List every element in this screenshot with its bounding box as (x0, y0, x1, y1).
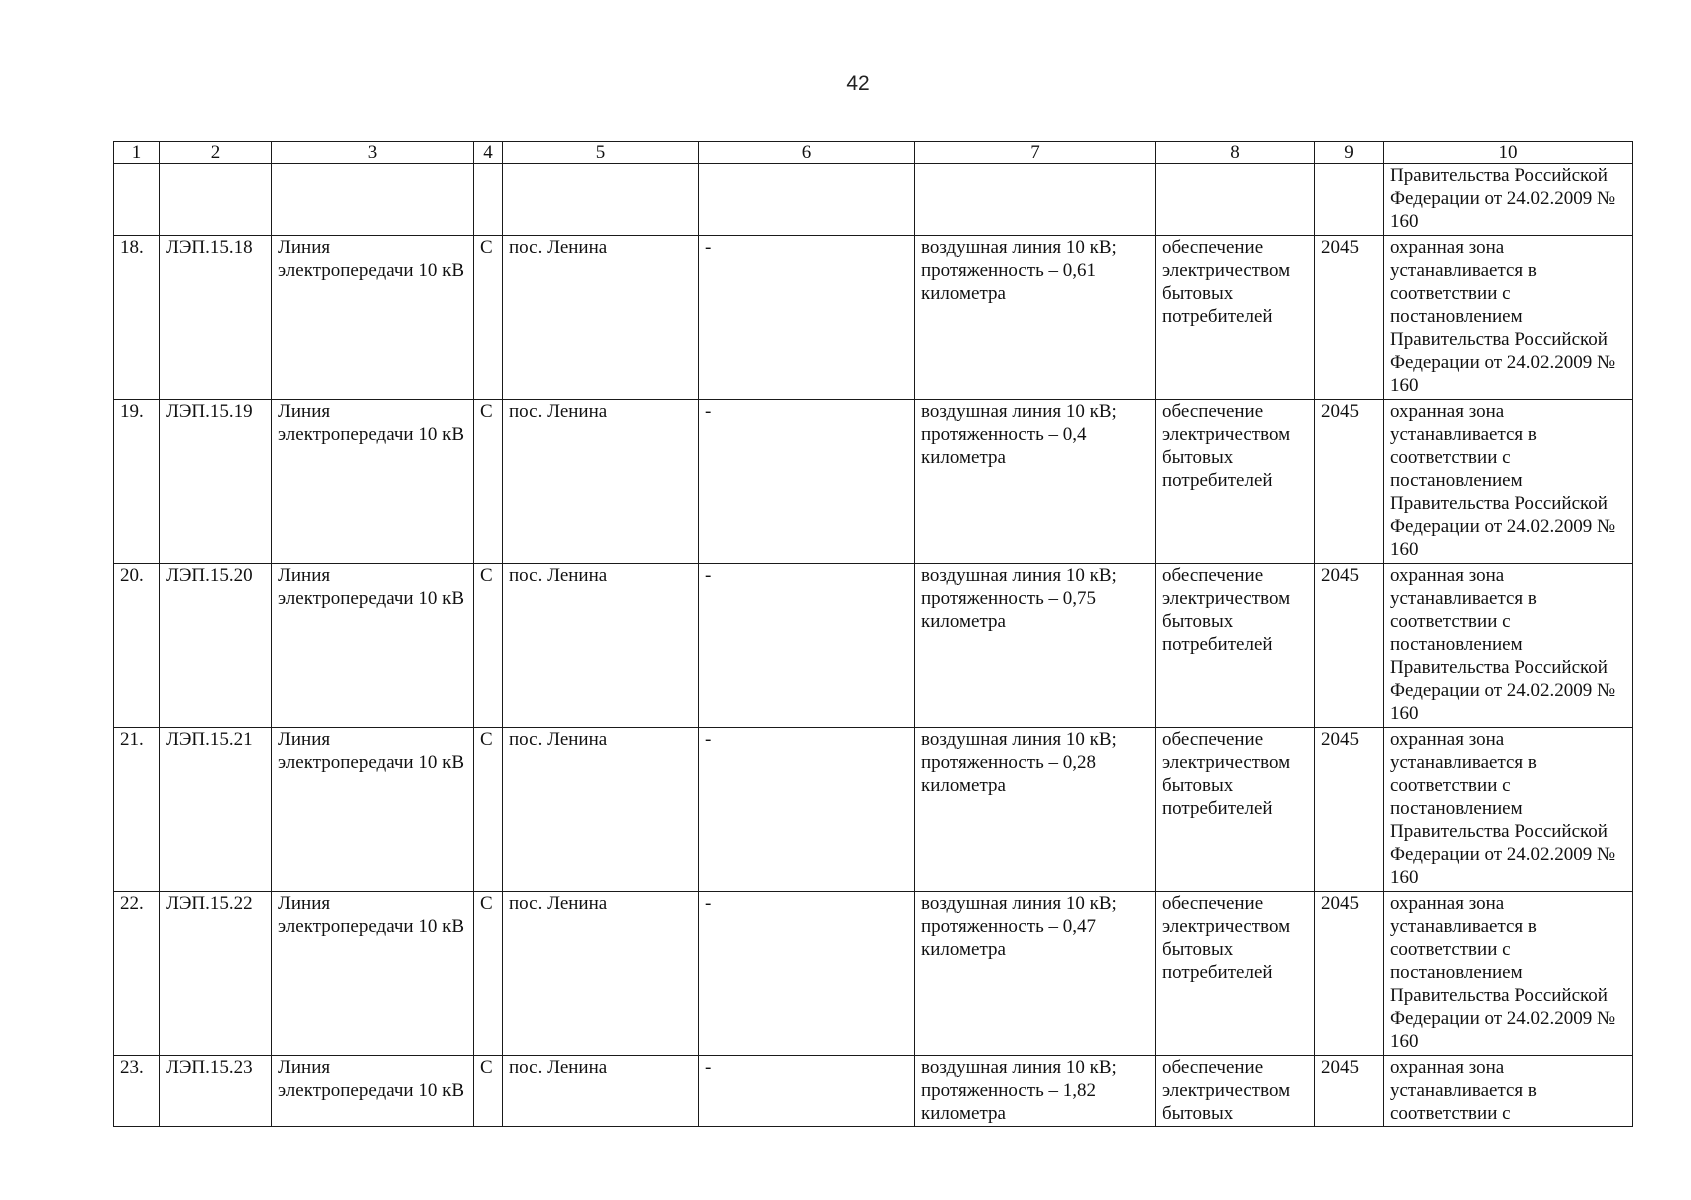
empty-cell (474, 164, 503, 236)
cell-index: 19. (114, 400, 160, 564)
empty-cell (114, 164, 160, 236)
cell-characteristics: воздушная линия 10 кВ; протяженность – 0,4 километра (915, 400, 1156, 564)
page-number: 42 (846, 72, 870, 95)
column-header: 5 (503, 142, 699, 164)
cell-object-name: Линия электропередачи 10 кВ (272, 564, 474, 728)
empty-cell (915, 164, 1156, 236)
cell-note: охранная зона устанавливается в соответствии с постановлением Правительства Российской Федерации от 24.02.2009 № 160 (1384, 564, 1633, 728)
cell-code: ЛЭП.15.21 (160, 728, 272, 892)
column-header: 3 (272, 142, 474, 164)
empty-cell (1156, 164, 1315, 236)
cell-code: ЛЭП.15.19 (160, 400, 272, 564)
column-header: 2 (160, 142, 272, 164)
cell-col6: - (699, 728, 915, 892)
cell-object-name: Линия электропередачи 10 кВ (272, 400, 474, 564)
cell-purpose: обеспечение электричеством бытовых потребителей (1156, 892, 1315, 1056)
cell-characteristics: воздушная линия 10 кВ; протяженность – 0,47 километра (915, 892, 1156, 1056)
cell-col6: - (699, 236, 915, 400)
cell-code: ЛЭП.15.20 (160, 564, 272, 728)
cell-col6: - (699, 400, 915, 564)
cell-note: Правительства Российской Федерации от 24.02.2009 № 160 (1384, 164, 1633, 236)
cell-location: пос. Ленина (503, 728, 699, 892)
cell-characteristics: воздушная линия 10 кВ; протяженность – 1,82 километра (915, 1056, 1156, 1127)
cell-status: С (474, 728, 503, 892)
column-header: 6 (699, 142, 915, 164)
table-row (114, 564, 1633, 728)
cell-note: охранная зона устанавливается в соответствии с постановлением Правительства Российской Федерации от 24.02.2009 № 160 (1384, 400, 1633, 564)
empty-cell (503, 164, 699, 236)
cell-object-name: Линия электропередачи 10 кВ (272, 728, 474, 892)
column-header: 1 (114, 142, 160, 164)
empty-cell (272, 164, 474, 236)
cell-col6: - (699, 564, 915, 728)
cell-note: охранная зона устанавливается в соответствии с постановлением Правительства Российской Федерации от 24.02.2009 № 160 (1384, 728, 1633, 892)
cell-note: охранная зона устанавливается в соответствии с (1384, 1056, 1633, 1127)
empty-cell (699, 164, 915, 236)
column-header: 10 (1384, 142, 1633, 164)
cell-status: С (474, 236, 503, 400)
cell-object-name: Линия электропередачи 10 кВ (272, 236, 474, 400)
cell-status: С (474, 892, 503, 1056)
cell-col6: - (699, 1056, 915, 1127)
cell-purpose: обеспечение электричеством бытовых потребителей (1156, 236, 1315, 400)
cell-location: пос. Ленина (503, 564, 699, 728)
cell-object-name: Линия электропередачи 10 кВ (272, 892, 474, 1056)
cell-purpose: обеспечение электричеством бытовых (1156, 1056, 1315, 1127)
cell-purpose: обеспечение электричеством бытовых потребителей (1156, 564, 1315, 728)
cell-note: охранная зона устанавливается в соответствии с постановлением Правительства Российской Федерации от 24.02.2009 № 160 (1384, 236, 1633, 400)
cell-object-name: Линия электропередачи 10 кВ (272, 1056, 474, 1127)
cell-location: пос. Ленина (503, 236, 699, 400)
cell-year: 2045 (1315, 400, 1384, 564)
cell-year: 2045 (1315, 892, 1384, 1056)
infrastructure-table (113, 141, 1633, 1127)
cell-code: ЛЭП.15.23 (160, 1056, 272, 1127)
cell-index: 21. (114, 728, 160, 892)
column-header: 7 (915, 142, 1156, 164)
column-header: 8 (1156, 142, 1315, 164)
cell-index: 23. (114, 1056, 160, 1127)
table-row (114, 400, 1633, 564)
cell-code: ЛЭП.15.22 (160, 892, 272, 1056)
cell-purpose: обеспечение электричеством бытовых потребителей (1156, 400, 1315, 564)
cell-status: С (474, 1056, 503, 1127)
cell-characteristics: воздушная линия 10 кВ; протяженность – 0,61 километра (915, 236, 1156, 400)
cell-status: С (474, 400, 503, 564)
cell-col6: - (699, 892, 915, 1056)
column-header: 9 (1315, 142, 1384, 164)
table-row (114, 1056, 1633, 1127)
cell-note: охранная зона устанавливается в соответствии с постановлением Правительства Российской Федерации от 24.02.2009 № 160 (1384, 892, 1633, 1056)
cell-year: 2045 (1315, 236, 1384, 400)
cell-purpose: обеспечение электричеством бытовых потребителей (1156, 728, 1315, 892)
cell-index: 22. (114, 892, 160, 1056)
column-header: 4 (474, 142, 503, 164)
continuation-row (114, 164, 1633, 236)
cell-location: пос. Ленина (503, 1056, 699, 1127)
cell-year: 2045 (1315, 728, 1384, 892)
cell-location: пос. Ленина (503, 400, 699, 564)
cell-year: 2045 (1315, 1056, 1384, 1127)
cell-status: С (474, 564, 503, 728)
cell-year: 2045 (1315, 564, 1384, 728)
column-number-row (114, 142, 1633, 164)
cell-index: 20. (114, 564, 160, 728)
table-row (114, 892, 1633, 1056)
cell-characteristics: воздушная линия 10 кВ; протяженность – 0,28 километра (915, 728, 1156, 892)
cell-location: пос. Ленина (503, 892, 699, 1056)
table-row (114, 236, 1633, 400)
empty-cell (1315, 164, 1384, 236)
empty-cell (160, 164, 272, 236)
cell-code: ЛЭП.15.18 (160, 236, 272, 400)
cell-characteristics: воздушная линия 10 кВ; протяженность – 0,75 километра (915, 564, 1156, 728)
cell-index: 18. (114, 236, 160, 400)
table-row (114, 728, 1633, 892)
